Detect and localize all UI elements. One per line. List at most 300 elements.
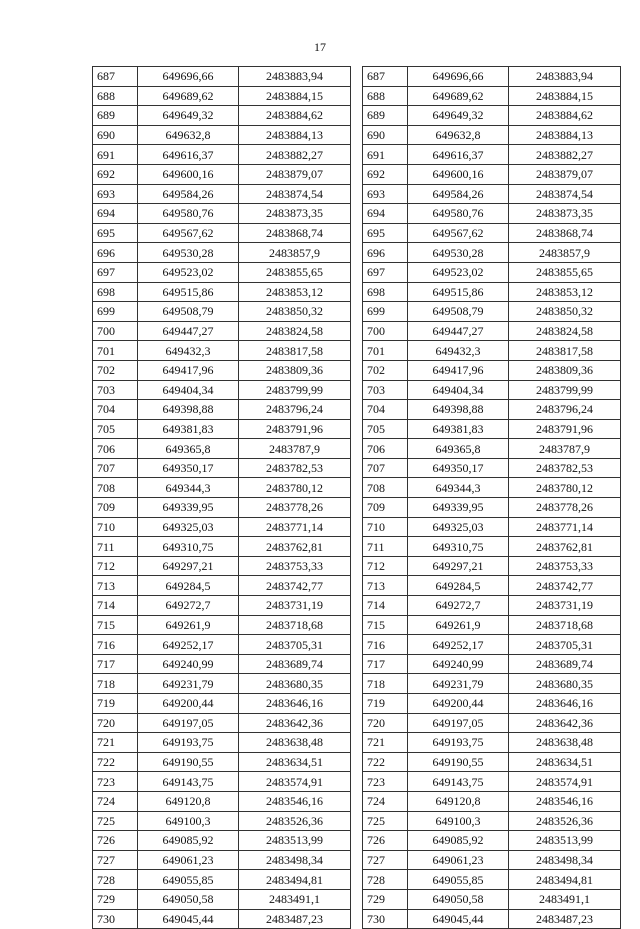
point-number-cell: 700: [93, 321, 138, 341]
x-coordinate-cell: 649284,5: [408, 576, 509, 596]
point-number-cell: 722: [363, 752, 408, 772]
x-coordinate-cell: 649404,34: [138, 380, 239, 400]
y-coordinate-cell: 2483778,26: [509, 498, 621, 518]
table-row: [93, 106, 351, 126]
y-coordinate-cell: 2483546,16: [239, 791, 351, 811]
table-row: [93, 752, 351, 772]
x-coordinate-cell: 649297,21: [138, 556, 239, 576]
x-coordinate-cell: 649398,88: [408, 400, 509, 420]
table-row: [363, 478, 621, 498]
table-row: [93, 439, 351, 459]
point-number-cell: 725: [93, 811, 138, 831]
x-coordinate-cell: 649417,96: [138, 360, 239, 380]
point-number-cell: 720: [363, 713, 408, 733]
table-row: [93, 243, 351, 263]
x-coordinate-cell: 649197,05: [408, 713, 509, 733]
y-coordinate-cell: 2483574,91: [509, 772, 621, 792]
point-number-cell: 707: [93, 458, 138, 478]
y-coordinate-cell: 2483646,16: [239, 694, 351, 714]
point-number-cell: 715: [93, 615, 138, 635]
x-coordinate-cell: 649523,02: [138, 262, 239, 282]
point-number-cell: 705: [363, 419, 408, 439]
x-coordinate-cell: 649325,03: [138, 517, 239, 537]
y-coordinate-cell: 2483857,9: [239, 243, 351, 263]
x-coordinate-cell: 649272,7: [138, 596, 239, 616]
table-row: [93, 674, 351, 694]
table-row: [363, 341, 621, 361]
x-coordinate-cell: 649508,79: [408, 302, 509, 322]
point-number-cell: 730: [363, 909, 408, 929]
x-coordinate-cell: 649584,26: [408, 184, 509, 204]
table-row: [363, 321, 621, 341]
y-coordinate-cell: 2483742,77: [239, 576, 351, 596]
point-number-cell: 720: [93, 713, 138, 733]
table-row: [363, 537, 621, 557]
point-number-cell: 726: [93, 831, 138, 851]
x-coordinate-cell: 649055,85: [408, 870, 509, 890]
y-coordinate-cell: 2483883,94: [239, 67, 351, 87]
table-row: [363, 360, 621, 380]
y-coordinate-cell: 2483642,36: [239, 713, 351, 733]
y-coordinate-cell: 2483574,91: [239, 772, 351, 792]
table-row: [363, 498, 621, 518]
y-coordinate-cell: 2483494,81: [509, 870, 621, 890]
point-number-cell: 701: [363, 341, 408, 361]
x-coordinate-cell: 649600,16: [408, 164, 509, 184]
x-coordinate-cell: 649045,44: [138, 909, 239, 929]
point-number-cell: 689: [93, 106, 138, 126]
x-coordinate-cell: 649325,03: [408, 517, 509, 537]
y-coordinate-cell: 2483873,35: [239, 204, 351, 224]
table-row: [363, 596, 621, 616]
table-row: [93, 302, 351, 322]
y-coordinate-cell: 2483884,62: [239, 106, 351, 126]
y-coordinate-cell: 2483782,53: [509, 458, 621, 478]
table-row: [93, 576, 351, 596]
y-coordinate-cell: 2483634,51: [509, 752, 621, 772]
y-coordinate-cell: 2483780,12: [239, 478, 351, 498]
table-row: [363, 67, 621, 87]
point-number-cell: 724: [363, 791, 408, 811]
x-coordinate-cell: 649344,3: [408, 478, 509, 498]
table-row: [363, 694, 621, 714]
table-row: [363, 164, 621, 184]
y-coordinate-cell: 2483487,23: [239, 909, 351, 929]
x-coordinate-cell: 649398,88: [138, 400, 239, 420]
table-row: [363, 772, 621, 792]
y-coordinate-cell: 2483705,31: [509, 635, 621, 655]
x-coordinate-cell: 649252,17: [138, 635, 239, 655]
y-coordinate-cell: 2483796,24: [239, 400, 351, 420]
y-coordinate-cell: 2483879,07: [239, 164, 351, 184]
x-coordinate-cell: 649508,79: [138, 302, 239, 322]
table-row: [363, 400, 621, 420]
y-coordinate-cell: 2483642,36: [509, 713, 621, 733]
x-coordinate-cell: 649447,27: [408, 321, 509, 341]
point-number-cell: 694: [93, 204, 138, 224]
x-coordinate-cell: 649696,66: [138, 67, 239, 87]
x-coordinate-cell: 649050,58: [408, 889, 509, 909]
y-coordinate-cell: 2483884,13: [239, 125, 351, 145]
table-row: [93, 791, 351, 811]
x-coordinate-cell: 649297,21: [408, 556, 509, 576]
point-number-cell: 722: [93, 752, 138, 772]
point-number-cell: 713: [93, 576, 138, 596]
point-number-cell: 699: [363, 302, 408, 322]
table-row: [363, 419, 621, 439]
y-coordinate-cell: 2483873,35: [509, 204, 621, 224]
x-coordinate-cell: 649085,92: [408, 831, 509, 851]
y-coordinate-cell: 2483884,15: [239, 86, 351, 106]
point-number-cell: 716: [363, 635, 408, 655]
point-number-cell: 710: [93, 517, 138, 537]
y-coordinate-cell: 2483771,14: [509, 517, 621, 537]
point-number-cell: 691: [363, 145, 408, 165]
table-row: [93, 889, 351, 909]
table-row: [93, 360, 351, 380]
table-row: [93, 694, 351, 714]
x-coordinate-cell: 649045,44: [408, 909, 509, 929]
point-number-cell: 713: [363, 576, 408, 596]
point-number-cell: 721: [93, 733, 138, 753]
y-coordinate-cell: 2483884,13: [509, 125, 621, 145]
x-coordinate-cell: 649432,3: [408, 341, 509, 361]
point-number-cell: 710: [363, 517, 408, 537]
x-coordinate-cell: 649649,32: [408, 106, 509, 126]
point-number-cell: 712: [93, 556, 138, 576]
y-coordinate-cell: 2483884,62: [509, 106, 621, 126]
point-number-cell: 728: [363, 870, 408, 890]
y-coordinate-cell: 2483868,74: [509, 223, 621, 243]
x-coordinate-cell: 649616,37: [138, 145, 239, 165]
point-number-cell: 698: [93, 282, 138, 302]
table-row: [93, 282, 351, 302]
table-row: [93, 86, 351, 106]
point-number-cell: 706: [363, 439, 408, 459]
y-coordinate-cell: 2483799,99: [509, 380, 621, 400]
table-row: [93, 223, 351, 243]
point-number-cell: 724: [93, 791, 138, 811]
x-coordinate-cell: 649515,86: [408, 282, 509, 302]
table-row: [93, 596, 351, 616]
point-number-cell: 709: [363, 498, 408, 518]
y-coordinate-cell: 2483753,33: [239, 556, 351, 576]
table-row: [93, 341, 351, 361]
point-number-cell: 698: [363, 282, 408, 302]
table-row: [93, 67, 351, 87]
point-number-cell: 708: [363, 478, 408, 498]
x-coordinate-cell: 649530,28: [408, 243, 509, 263]
point-number-cell: 687: [93, 67, 138, 87]
point-number-cell: 691: [93, 145, 138, 165]
x-coordinate-cell: 649190,55: [408, 752, 509, 772]
x-coordinate-cell: 649240,99: [408, 654, 509, 674]
x-coordinate-cell: 649284,5: [138, 576, 239, 596]
x-coordinate-cell: 649050,58: [138, 889, 239, 909]
point-number-cell: 730: [93, 909, 138, 929]
table-row: [363, 262, 621, 282]
table-row: [93, 262, 351, 282]
x-coordinate-cell: 649310,75: [408, 537, 509, 557]
point-number-cell: 714: [363, 596, 408, 616]
y-coordinate-cell: 2483796,24: [509, 400, 621, 420]
table-row: [93, 145, 351, 165]
y-coordinate-cell: 2483680,35: [239, 674, 351, 694]
table-row: [93, 556, 351, 576]
x-coordinate-cell: 649417,96: [408, 360, 509, 380]
y-coordinate-cell: 2483782,53: [239, 458, 351, 478]
table-row: [93, 125, 351, 145]
point-number-cell: 708: [93, 478, 138, 498]
x-coordinate-cell: 649350,17: [408, 458, 509, 478]
x-coordinate-cell: 649061,23: [408, 850, 509, 870]
table-row: [93, 419, 351, 439]
point-number-cell: 692: [363, 164, 408, 184]
table-row: [363, 831, 621, 851]
x-coordinate-cell: 649261,9: [138, 615, 239, 635]
x-coordinate-cell: 649310,75: [138, 537, 239, 557]
point-number-cell: 704: [93, 400, 138, 420]
y-coordinate-cell: 2483817,58: [239, 341, 351, 361]
coordinates-table-right: [362, 66, 621, 929]
point-number-cell: 699: [93, 302, 138, 322]
y-coordinate-cell: 2483513,99: [509, 831, 621, 851]
y-coordinate-cell: 2483638,48: [509, 733, 621, 753]
x-coordinate-cell: 649200,44: [408, 694, 509, 714]
table-row: [93, 654, 351, 674]
table-row: [363, 106, 621, 126]
table-row: [363, 733, 621, 753]
table-row: [363, 635, 621, 655]
y-coordinate-cell: 2483787,9: [239, 439, 351, 459]
table-row: [363, 674, 621, 694]
point-number-cell: 718: [93, 674, 138, 694]
x-coordinate-cell: 649061,23: [138, 850, 239, 870]
point-number-cell: 728: [93, 870, 138, 890]
x-coordinate-cell: 649689,62: [138, 86, 239, 106]
x-coordinate-cell: 649120,8: [408, 791, 509, 811]
y-coordinate-cell: 2483680,35: [509, 674, 621, 694]
y-coordinate-cell: 2483857,9: [509, 243, 621, 263]
table-row: [363, 889, 621, 909]
y-coordinate-cell: 2483491,1: [239, 889, 351, 909]
y-coordinate-cell: 2483634,51: [239, 752, 351, 772]
point-number-cell: 727: [93, 850, 138, 870]
y-coordinate-cell: 2483855,65: [509, 262, 621, 282]
table-row: [363, 243, 621, 263]
y-coordinate-cell: 2483817,58: [509, 341, 621, 361]
table-row: [93, 321, 351, 341]
y-coordinate-cell: 2483753,33: [509, 556, 621, 576]
table-row: [363, 125, 621, 145]
table-row: [93, 909, 351, 929]
y-coordinate-cell: 2483498,34: [509, 850, 621, 870]
x-coordinate-cell: 649193,75: [408, 733, 509, 753]
x-coordinate-cell: 649231,79: [408, 674, 509, 694]
point-number-cell: 729: [363, 889, 408, 909]
point-number-cell: 711: [363, 537, 408, 557]
table-row: [93, 635, 351, 655]
page-number: 17: [314, 40, 326, 54]
point-number-cell: 716: [93, 635, 138, 655]
table-row: [363, 654, 621, 674]
table-row: [93, 204, 351, 224]
point-number-cell: 689: [363, 106, 408, 126]
x-coordinate-cell: 649272,7: [408, 596, 509, 616]
x-coordinate-cell: 649567,62: [408, 223, 509, 243]
table-row: [363, 458, 621, 478]
y-coordinate-cell: 2483718,68: [239, 615, 351, 635]
point-number-cell: 697: [363, 262, 408, 282]
y-coordinate-cell: 2483762,81: [509, 537, 621, 557]
y-coordinate-cell: 2483850,32: [509, 302, 621, 322]
table-row: [363, 302, 621, 322]
table-row: [363, 223, 621, 243]
y-coordinate-cell: 2483491,1: [509, 889, 621, 909]
y-coordinate-cell: 2483868,74: [239, 223, 351, 243]
point-number-cell: 693: [363, 184, 408, 204]
y-coordinate-cell: 2483850,32: [239, 302, 351, 322]
table-row: [93, 498, 351, 518]
y-coordinate-cell: 2483791,96: [239, 419, 351, 439]
table-row: [93, 517, 351, 537]
x-coordinate-cell: 649120,8: [138, 791, 239, 811]
point-number-cell: 719: [93, 694, 138, 714]
x-coordinate-cell: 649085,92: [138, 831, 239, 851]
table-row: [363, 439, 621, 459]
y-coordinate-cell: 2483853,12: [509, 282, 621, 302]
x-coordinate-cell: 649190,55: [138, 752, 239, 772]
table-row: [363, 615, 621, 635]
x-coordinate-cell: 649447,27: [138, 321, 239, 341]
point-number-cell: 700: [363, 321, 408, 341]
y-coordinate-cell: 2483787,9: [509, 439, 621, 459]
point-number-cell: 727: [363, 850, 408, 870]
x-coordinate-cell: 649200,44: [138, 694, 239, 714]
table-row: [93, 537, 351, 557]
point-number-cell: 706: [93, 439, 138, 459]
x-coordinate-cell: 649193,75: [138, 733, 239, 753]
y-coordinate-cell: 2483883,94: [509, 67, 621, 87]
x-coordinate-cell: 649365,8: [138, 439, 239, 459]
x-coordinate-cell: 649616,37: [408, 145, 509, 165]
x-coordinate-cell: 649580,76: [408, 204, 509, 224]
table-row: [363, 517, 621, 537]
point-number-cell: 696: [363, 243, 408, 263]
y-coordinate-cell: 2483855,65: [239, 262, 351, 282]
y-coordinate-cell: 2483791,96: [509, 419, 621, 439]
point-number-cell: 701: [93, 341, 138, 361]
table-row: [363, 850, 621, 870]
x-coordinate-cell: 649696,66: [408, 67, 509, 87]
x-coordinate-cell: 649632,8: [408, 125, 509, 145]
point-number-cell: 702: [93, 360, 138, 380]
x-coordinate-cell: 649689,62: [408, 86, 509, 106]
table-row: [363, 145, 621, 165]
x-coordinate-cell: 649523,02: [408, 262, 509, 282]
x-coordinate-cell: 649339,95: [408, 498, 509, 518]
x-coordinate-cell: 649055,85: [138, 870, 239, 890]
point-number-cell: 704: [363, 400, 408, 420]
x-coordinate-cell: 649530,28: [138, 243, 239, 263]
table-row: [93, 380, 351, 400]
x-coordinate-cell: 649381,83: [408, 419, 509, 439]
x-coordinate-cell: 649339,95: [138, 498, 239, 518]
y-coordinate-cell: 2483809,36: [509, 360, 621, 380]
point-number-cell: 703: [363, 380, 408, 400]
y-coordinate-cell: 2483513,99: [239, 831, 351, 851]
x-coordinate-cell: 649381,83: [138, 419, 239, 439]
x-coordinate-cell: 649632,8: [138, 125, 239, 145]
y-coordinate-cell: 2483879,07: [509, 164, 621, 184]
table-row: [363, 576, 621, 596]
x-coordinate-cell: 649143,75: [408, 772, 509, 792]
y-coordinate-cell: 2483799,99: [239, 380, 351, 400]
x-coordinate-cell: 649231,79: [138, 674, 239, 694]
y-coordinate-cell: 2483824,58: [239, 321, 351, 341]
table-row: [363, 713, 621, 733]
table-row: [363, 811, 621, 831]
point-number-cell: 688: [93, 86, 138, 106]
table-row: [363, 870, 621, 890]
y-coordinate-cell: 2483731,19: [239, 596, 351, 616]
table-row: [93, 713, 351, 733]
table-row: [93, 184, 351, 204]
point-number-cell: 725: [363, 811, 408, 831]
table-row: [93, 870, 351, 890]
x-coordinate-cell: 649365,8: [408, 439, 509, 459]
table-row: [93, 400, 351, 420]
point-number-cell: 723: [93, 772, 138, 792]
y-coordinate-cell: 2483809,36: [239, 360, 351, 380]
y-coordinate-cell: 2483705,31: [239, 635, 351, 655]
table-row: [93, 615, 351, 635]
y-coordinate-cell: 2483546,16: [509, 791, 621, 811]
point-number-cell: 702: [363, 360, 408, 380]
point-number-cell: 709: [93, 498, 138, 518]
table-row: [93, 478, 351, 498]
point-number-cell: 694: [363, 204, 408, 224]
x-coordinate-cell: 649261,9: [408, 615, 509, 635]
y-coordinate-cell: 2483731,19: [509, 596, 621, 616]
point-number-cell: 692: [93, 164, 138, 184]
table-row: [363, 380, 621, 400]
y-coordinate-cell: 2483884,15: [509, 86, 621, 106]
x-coordinate-cell: 649649,32: [138, 106, 239, 126]
point-number-cell: 711: [93, 537, 138, 557]
y-coordinate-cell: 2483874,54: [239, 184, 351, 204]
x-coordinate-cell: 649404,34: [408, 380, 509, 400]
x-coordinate-cell: 649344,3: [138, 478, 239, 498]
x-coordinate-cell: 649584,26: [138, 184, 239, 204]
point-number-cell: 719: [363, 694, 408, 714]
table-row: [363, 909, 621, 929]
x-coordinate-cell: 649197,05: [138, 713, 239, 733]
point-number-cell: 712: [363, 556, 408, 576]
x-coordinate-cell: 649600,16: [138, 164, 239, 184]
table-row: [363, 752, 621, 772]
point-number-cell: 697: [93, 262, 138, 282]
x-coordinate-cell: 649240,99: [138, 654, 239, 674]
table-row: [363, 184, 621, 204]
coordinates-table-left: [92, 66, 351, 929]
y-coordinate-cell: 2483778,26: [239, 498, 351, 518]
point-number-cell: 688: [363, 86, 408, 106]
y-coordinate-cell: 2483689,74: [239, 654, 351, 674]
y-coordinate-cell: 2483498,34: [239, 850, 351, 870]
x-coordinate-cell: 649350,17: [138, 458, 239, 478]
point-number-cell: 705: [93, 419, 138, 439]
